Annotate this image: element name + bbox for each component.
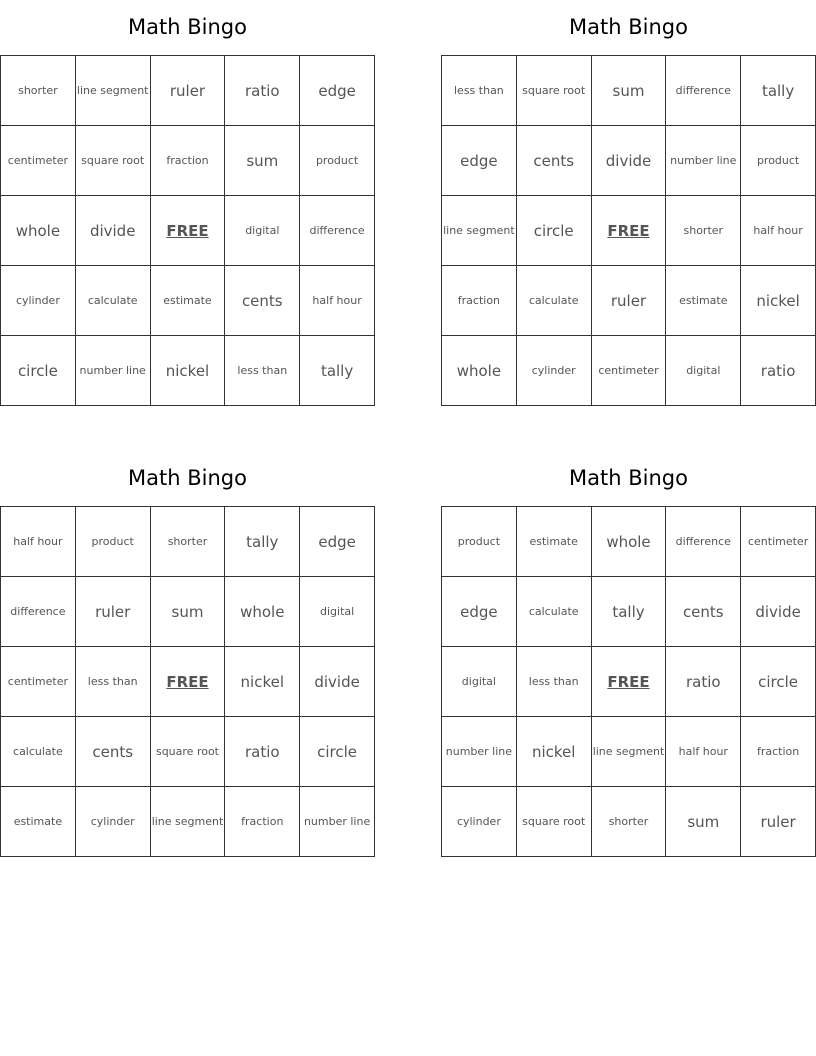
bingo-cell: cents [517, 126, 592, 196]
bingo-cell: calculate [1, 717, 76, 787]
bingo-cell: ratio [741, 336, 816, 406]
bingo-cell: nickel [225, 647, 300, 717]
bingo-cell: cylinder [76, 787, 151, 857]
bingo-cell: digital [300, 577, 375, 647]
bingo-cell: less than [442, 56, 517, 126]
bingo-cell: number line [76, 336, 151, 406]
bingo-cell: ruler [741, 787, 816, 857]
bingo-cell: edge [300, 507, 375, 577]
bingo-cell: half hour [300, 266, 375, 336]
bingo-cell: calculate [76, 266, 151, 336]
bingo-cell: shorter [666, 196, 741, 266]
bingo-cell: ruler [151, 56, 226, 126]
bingo-cell: ratio [225, 717, 300, 787]
bingo-cell: centimeter [592, 336, 667, 406]
bingo-cell: square root [151, 717, 226, 787]
bingo-cell: circle [517, 196, 592, 266]
bingo-cell: ruler [592, 266, 667, 336]
bingo-cell: tally [592, 577, 667, 647]
bingo-cell: edge [442, 577, 517, 647]
free-space: FREE [592, 196, 667, 266]
bingo-cell: estimate [1, 787, 76, 857]
bingo-cell: centimeter [1, 126, 76, 196]
free-space: FREE [151, 196, 226, 266]
bingo-cell: divide [300, 647, 375, 717]
bingo-cell: less than [517, 647, 592, 717]
bingo-cell: divide [741, 577, 816, 647]
bingo-cell: sum [225, 126, 300, 196]
bingo-cell: sum [151, 577, 226, 647]
bingo-cell: divide [592, 126, 667, 196]
bingo-grid [441, 506, 816, 857]
bingo-cell: product [741, 126, 816, 196]
bingo-cell: product [442, 507, 517, 577]
card-title: Math Bingo [569, 466, 688, 490]
bingo-cell: circle [741, 647, 816, 717]
bingo-cell: fraction [225, 787, 300, 857]
bingo-cell: difference [666, 507, 741, 577]
bingo-cell: fraction [442, 266, 517, 336]
bingo-cell: circle [1, 336, 76, 406]
free-space: FREE [151, 647, 226, 717]
bingo-cell: whole [442, 336, 517, 406]
bingo-cell: number line [442, 717, 517, 787]
bingo-cell: fraction [741, 717, 816, 787]
bingo-cell: shorter [1, 56, 76, 126]
bingo-cell: calculate [517, 577, 592, 647]
bingo-cell: edge [300, 56, 375, 126]
bingo-cell: number line [300, 787, 375, 857]
bingo-cell: less than [225, 336, 300, 406]
bingo-cell: nickel [151, 336, 226, 406]
bingo-cell: sum [666, 787, 741, 857]
bingo-cell: cents [76, 717, 151, 787]
bingo-cell: centimeter [1, 647, 76, 717]
bingo-cell: edge [442, 126, 517, 196]
card-title: Math Bingo [128, 15, 247, 39]
bingo-cell: tally [741, 56, 816, 126]
bingo-cell: number line [666, 126, 741, 196]
bingo-cell: cylinder [517, 336, 592, 406]
bingo-cell: tally [300, 336, 375, 406]
bingo-cell: half hour [1, 507, 76, 577]
bingo-cell: estimate [666, 266, 741, 336]
bingo-cell: shorter [592, 787, 667, 857]
bingo-cell: digital [442, 647, 517, 717]
bingo-grid [0, 506, 375, 857]
bingo-cell: whole [1, 196, 76, 266]
bingo-grid [441, 55, 816, 406]
bingo-cell: ruler [76, 577, 151, 647]
bingo-cell: cylinder [442, 787, 517, 857]
bingo-cell: ratio [225, 56, 300, 126]
bingo-cell: half hour [666, 717, 741, 787]
bingo-cell: difference [1, 577, 76, 647]
free-space: FREE [592, 647, 667, 717]
bingo-cell: digital [225, 196, 300, 266]
bingo-cell: difference [300, 196, 375, 266]
bingo-cell: square root [76, 126, 151, 196]
bingo-cell: cents [225, 266, 300, 336]
bingo-cell: less than [76, 647, 151, 717]
bingo-cell: cents [666, 577, 741, 647]
bingo-cell: ratio [666, 647, 741, 717]
bingo-cell: estimate [151, 266, 226, 336]
bingo-cell: line segment [442, 196, 517, 266]
bingo-cell: nickel [741, 266, 816, 336]
bingo-cell: shorter [151, 507, 226, 577]
bingo-cell: sum [592, 56, 667, 126]
bingo-cell: fraction [151, 126, 226, 196]
bingo-cell: digital [666, 336, 741, 406]
bingo-cell: line segment [592, 717, 667, 787]
bingo-cell: product [76, 507, 151, 577]
bingo-cell: tally [225, 507, 300, 577]
bingo-cell: line segment [76, 56, 151, 126]
bingo-cell: nickel [517, 717, 592, 787]
bingo-cell: line segment [151, 787, 226, 857]
bingo-cell: square root [517, 56, 592, 126]
bingo-cell: circle [300, 717, 375, 787]
bingo-cell: estimate [517, 507, 592, 577]
bingo-cell: whole [225, 577, 300, 647]
bingo-cell: product [300, 126, 375, 196]
bingo-grid [0, 55, 375, 406]
bingo-cell: centimeter [741, 507, 816, 577]
card-title: Math Bingo [569, 15, 688, 39]
bingo-cell: half hour [741, 196, 816, 266]
bingo-cell: whole [592, 507, 667, 577]
card-title: Math Bingo [128, 466, 247, 490]
bingo-cell: calculate [517, 266, 592, 336]
bingo-cell: divide [76, 196, 151, 266]
bingo-cell: square root [517, 787, 592, 857]
bingo-cell: difference [666, 56, 741, 126]
bingo-cell: cylinder [1, 266, 76, 336]
